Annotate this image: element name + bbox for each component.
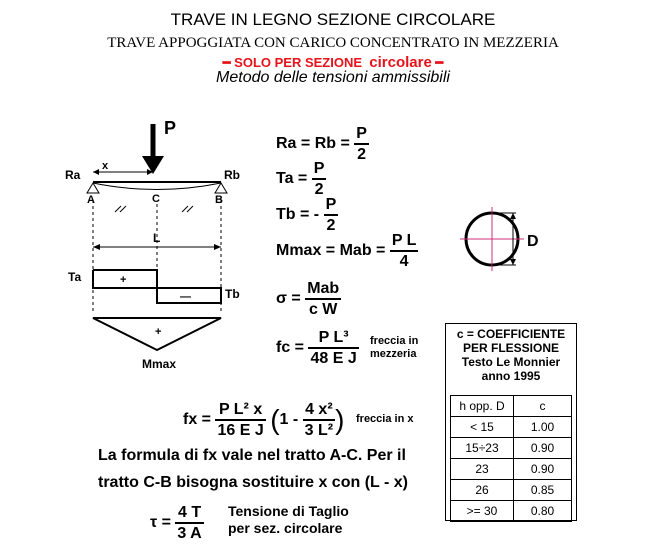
formula-ta: Ta = $\frac{P}{2}$: [276, 160, 325, 198]
coefficient-table: [450, 395, 572, 522]
column-header: h opp. D: [451, 396, 514, 417]
formula-ra: Ra = Rb = $\frac{P}{2}$: [276, 125, 367, 163]
deflected-shape: [93, 183, 221, 190]
formula-sigma: σ = $\frac{\text{Mab}}{\text{c W}}$: [276, 280, 340, 318]
shear-plus: +: [120, 274, 127, 286]
formula-fc: fc = $\frac{\text{P L³}}{\text{48 E J}}$: [276, 329, 357, 367]
table-row: 26 0.85: [451, 480, 572, 501]
c-label: C: [152, 193, 160, 205]
circular-section: [458, 205, 548, 277]
beam-diagram: [60, 112, 260, 382]
coefficient-box: [445, 323, 577, 521]
coefficient-heading: c = COEFFICIENTE PER FLESSIONE Testo Le Monnier anno 1995: [456, 327, 566, 383]
page-subtitle: TRAVE APPOGGIATA CON CARICO CONCENTRATO IN MEZZERIA: [107, 35, 559, 51]
x-label: x: [102, 160, 109, 172]
mmax-label: Mmax: [142, 357, 177, 371]
shear-diagram: [93, 270, 221, 303]
moment-plus: +: [155, 326, 162, 338]
ta-label: Ta: [68, 270, 82, 284]
table-row: 15÷23 0.90: [451, 438, 572, 459]
table-row: 23 0.90: [451, 459, 572, 480]
formula-tau: τ = $\frac{4 T}{3 A}$: [150, 504, 202, 542]
support-a: [87, 183, 99, 193]
table-header-row: [451, 396, 572, 417]
dash-left: ━: [222, 55, 235, 70]
a-label: A: [87, 194, 95, 206]
d-label: D: [527, 233, 539, 250]
support-b: [215, 183, 227, 193]
rb-label: Rb: [224, 168, 240, 182]
tau-note: Tensione di Taglio per sez. circolare: [228, 503, 349, 536]
formula-fx: fx = $\frac{\text{P L² x}}{\text{16 E J}}$ (1 - $\frac{\text{4 x²}}{\text{3 L²}}$ ): [183, 401, 345, 439]
method-label: Metodo delle tensioni ammissibili: [216, 69, 450, 86]
b-label: B: [215, 194, 223, 206]
solo-label: SOLO PER SEZIONE: [234, 55, 363, 70]
ra-label: Ra: [65, 168, 81, 182]
formula-mmax: Mmax = Mab = $\frac{\text{P L}}{4}$: [276, 232, 417, 270]
column-header: c: [514, 396, 572, 417]
fx-text-2: tratto C-B bisogna sostituire x con (L - x): [98, 474, 408, 491]
tb-label: Tb: [225, 287, 240, 301]
shear-minus: —: [180, 291, 191, 303]
equal-marks: [115, 206, 193, 212]
table-row: >= 30 0.80: [451, 501, 572, 522]
table-row: < 15 1.00: [451, 417, 572, 438]
load-label: P: [164, 118, 177, 138]
fc-note: freccia in mezzeria: [370, 335, 419, 360]
page-title: TRAVE IN LEGNO SEZIONE CIRCOLARE: [170, 10, 496, 29]
formula-tb: Tb = - $\frac{P}{2}$: [276, 196, 337, 234]
fx-text-1: La formula di fx vale nel tratto A-C. Per il: [98, 447, 406, 464]
fx-note: freccia in x: [356, 413, 414, 425]
l-label: L: [153, 231, 161, 245]
dash-right: ━: [431, 55, 444, 70]
circolare-label: circolare: [369, 54, 432, 71]
load-arrow-head: [142, 156, 164, 174]
